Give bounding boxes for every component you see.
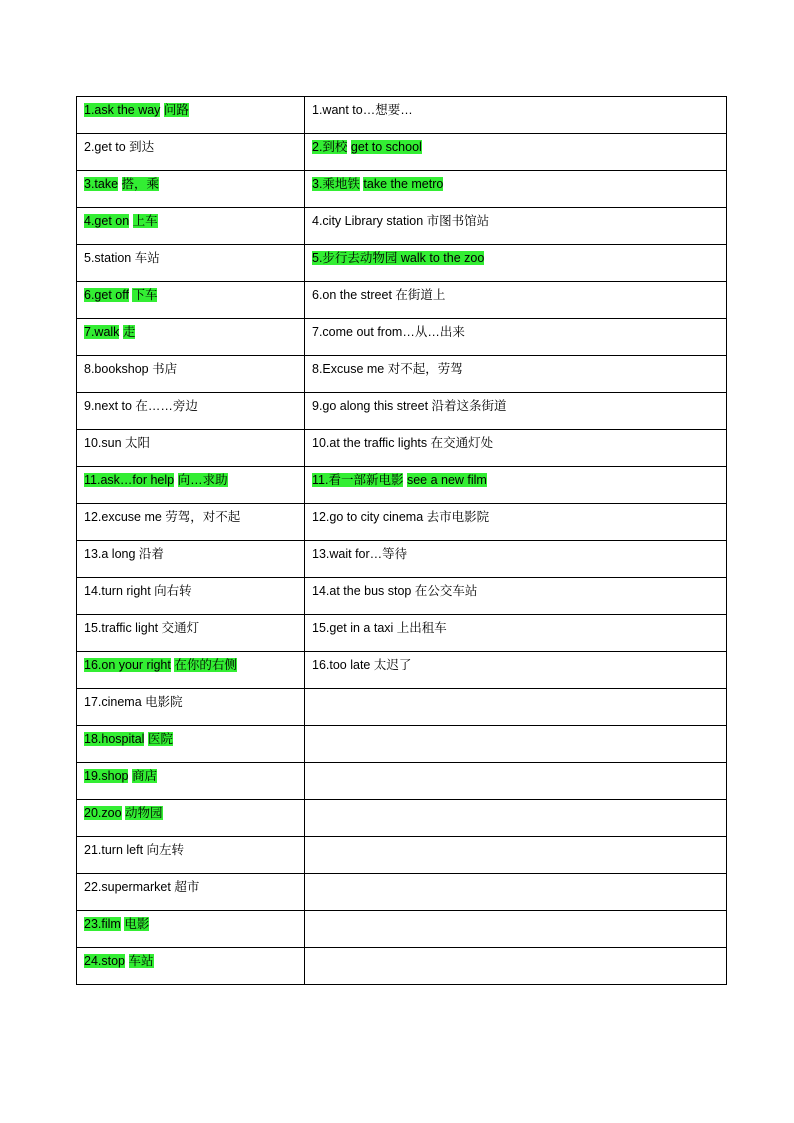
entry-text: 21.turn left 向左转	[84, 843, 185, 857]
table-row	[77, 171, 727, 208]
vocab-cell-right	[305, 615, 727, 652]
cell-text	[84, 134, 304, 155]
vocab-cell-left	[77, 393, 305, 430]
highlighted-text: 11.ask…for help	[84, 473, 175, 487]
cell-text	[312, 430, 726, 451]
entry-text: 8.bookshop 书店	[84, 362, 178, 376]
table-row	[77, 578, 727, 615]
highlighted-text: see a new film	[406, 473, 487, 487]
cell-text	[312, 874, 726, 879]
vocab-cell-right	[305, 800, 727, 837]
vocab-cell-left	[77, 689, 305, 726]
vocab-cell-left	[77, 504, 305, 541]
table-row	[77, 911, 727, 948]
table-row	[77, 615, 727, 652]
highlighted-text: 上车	[132, 214, 158, 228]
entry-text: 6.on the street 在街道上	[312, 288, 446, 302]
highlighted-text: 1.ask the way	[84, 103, 161, 117]
vocab-cell-left	[77, 800, 305, 837]
cell-text	[84, 541, 304, 562]
vocab-cell-left	[77, 356, 305, 393]
entry-text: 13.wait for…等待	[312, 547, 408, 561]
vocab-cell-left	[77, 874, 305, 911]
cell-text	[312, 134, 726, 155]
highlighted-text: 2.到校	[312, 140, 348, 154]
cell-text	[84, 208, 304, 229]
vocab-cell-left	[77, 319, 305, 356]
cell-text	[84, 874, 304, 895]
entry-text: 9.next to 在……旁边	[84, 399, 198, 413]
cell-text	[312, 578, 726, 599]
vocab-cell-left	[77, 282, 305, 319]
highlighted-text: take the metro	[363, 177, 444, 191]
highlighted-text: 搭，乘	[121, 177, 160, 191]
cell-text	[84, 837, 304, 858]
highlighted-text: 4.get on	[84, 214, 130, 228]
table-row	[77, 97, 727, 134]
entry-text: 9.go along this street 沿着这条街道	[312, 399, 507, 413]
vocab-cell-right	[305, 208, 727, 245]
entry-text: 13.a long 沿着	[84, 547, 164, 561]
entry-text: 17.cinema 电影院	[84, 695, 183, 709]
table-row	[77, 467, 727, 504]
cell-text	[84, 652, 304, 673]
vocab-cell-left	[77, 467, 305, 504]
vocab-cell-right	[305, 319, 727, 356]
highlighted-text: 24.stop	[84, 954, 126, 968]
vocab-cell-right	[305, 467, 727, 504]
cell-text	[312, 541, 726, 562]
cell-text	[312, 467, 726, 488]
entry-text: 5.station 车站	[84, 251, 160, 265]
table-row	[77, 245, 727, 282]
vocab-cell-left	[77, 726, 305, 763]
cell-text	[312, 763, 726, 768]
highlighted-text: 问路	[163, 103, 189, 117]
table-row	[77, 208, 727, 245]
entry-text: 10.at the traffic lights 在交通灯处	[312, 436, 494, 450]
table-row	[77, 726, 727, 763]
vocab-cell-right	[305, 874, 727, 911]
highlighted-text: 6.get off	[84, 288, 129, 302]
highlighted-text: 20.zoo	[84, 806, 122, 820]
highlighted-text: 下车	[132, 288, 158, 302]
table-row	[77, 319, 727, 356]
vocab-cell-left	[77, 763, 305, 800]
vocab-cell-right	[305, 393, 727, 430]
cell-text	[84, 467, 304, 488]
entry-text: 10.sun 太阳	[84, 436, 151, 450]
table-row	[77, 430, 727, 467]
cell-text	[312, 837, 726, 842]
cell-text	[312, 948, 726, 953]
vocab-cell-right	[305, 911, 727, 948]
vocab-cell-right	[305, 541, 727, 578]
highlighted-text: 11.看一部新电影	[312, 473, 404, 487]
cell-text	[84, 578, 304, 599]
entry-text: 15.traffic light 交通灯	[84, 621, 200, 635]
cell-text	[84, 171, 304, 192]
entry-text	[125, 954, 128, 968]
vocab-cell-right	[305, 689, 727, 726]
vocab-cell-right	[305, 578, 727, 615]
highlighted-text: 19.shop	[84, 769, 129, 783]
vocab-cell-left	[77, 134, 305, 171]
entry-text: 1.want to…想要…	[312, 103, 413, 117]
table-row	[77, 948, 727, 985]
cell-text	[84, 763, 304, 784]
table-row	[77, 763, 727, 800]
table-row	[77, 393, 727, 430]
vocab-cell-left	[77, 911, 305, 948]
cell-text	[312, 97, 726, 118]
cell-text	[312, 319, 726, 340]
table-row	[77, 800, 727, 837]
cell-text	[312, 800, 726, 805]
vocab-cell-right	[305, 356, 727, 393]
highlighted-text: 18.hospital	[84, 732, 145, 746]
highlighted-text: 3.take	[84, 177, 119, 191]
vocab-cell-left	[77, 245, 305, 282]
vocab-cell-right	[305, 134, 727, 171]
table-row	[77, 652, 727, 689]
table-row	[77, 356, 727, 393]
highlighted-text: 16.on your right	[84, 658, 171, 672]
cell-text	[312, 171, 726, 192]
table-row	[77, 282, 727, 319]
entry-text: 12.go to city cinema 去市电影院	[312, 510, 490, 524]
table-row	[77, 837, 727, 874]
highlighted-text: 商店	[131, 769, 157, 783]
vocab-cell-right	[305, 171, 727, 208]
cell-text	[312, 393, 726, 414]
cell-text	[312, 356, 726, 377]
highlighted-text: 在你的右侧	[174, 658, 237, 672]
vocab-cell-left	[77, 578, 305, 615]
highlighted-text: 走	[122, 325, 136, 339]
vocab-cell-left	[77, 837, 305, 874]
vocabulary-table-body	[77, 97, 727, 985]
vocab-cell-left	[77, 615, 305, 652]
cell-text	[84, 689, 304, 710]
vocab-cell-left	[77, 97, 305, 134]
vocab-cell-left	[77, 652, 305, 689]
cell-text	[312, 652, 726, 673]
entry-text: 7.come out from…从…出来	[312, 325, 465, 339]
highlighted-text: 23.film	[84, 917, 121, 931]
table-row	[77, 874, 727, 911]
cell-text	[312, 282, 726, 303]
cell-text	[84, 356, 304, 377]
table-row	[77, 134, 727, 171]
vocab-cell-left	[77, 948, 305, 985]
vocab-cell-right	[305, 504, 727, 541]
entry-text: 4.city Library station 市图书馆站	[312, 214, 490, 228]
vocabulary-table	[76, 96, 727, 985]
vocab-cell-right	[305, 726, 727, 763]
vocab-cell-right	[305, 652, 727, 689]
vocab-cell-left	[77, 208, 305, 245]
table-row	[77, 689, 727, 726]
cell-text	[84, 800, 304, 821]
cell-text	[84, 245, 304, 266]
highlighted-text: 7.walk	[84, 325, 120, 339]
cell-text	[84, 430, 304, 451]
vocab-cell-right	[305, 245, 727, 282]
vocab-cell-right	[305, 97, 727, 134]
vocab-cell-right	[305, 837, 727, 874]
highlighted-text: 车站	[128, 954, 154, 968]
entry-text: 14.at the bus stop 在公交车站	[312, 584, 478, 598]
cell-text	[84, 726, 304, 747]
cell-text	[84, 948, 304, 969]
cell-text	[84, 504, 304, 525]
cell-text	[84, 393, 304, 414]
cell-text	[84, 319, 304, 340]
highlighted-text: 电影	[124, 917, 150, 931]
entry-text: 22.supermarket 超市	[84, 880, 200, 894]
cell-text	[84, 97, 304, 118]
entry-text: 16.too late 太迟了	[312, 658, 412, 672]
highlighted-text: get to school	[350, 140, 422, 154]
cell-text	[312, 726, 726, 731]
vocab-cell-left	[77, 171, 305, 208]
cell-text	[84, 911, 304, 932]
table-row	[77, 541, 727, 578]
entry-text: 14.turn right 向右转	[84, 584, 192, 598]
vocab-cell-right	[305, 763, 727, 800]
vocab-cell-right	[305, 948, 727, 985]
entry-text: 2.get to 到达	[84, 140, 155, 154]
entry-text: 15.get in a taxi 上出租车	[312, 621, 447, 635]
vocab-cell-right	[305, 430, 727, 467]
cell-text	[312, 504, 726, 525]
cell-text	[84, 615, 304, 636]
highlighted-text: 向…求助	[177, 473, 228, 487]
highlighted-text: 5.步行去动物园 walk to the zoo	[312, 251, 485, 265]
cell-text	[312, 689, 726, 694]
entry-text: 8.Excuse me 对不起，劳驾	[312, 362, 463, 376]
cell-text	[84, 282, 304, 303]
table-row	[77, 504, 727, 541]
entry-text: 12.excuse me 劳驾，对不起	[84, 510, 241, 524]
highlighted-text: 3.乘地铁	[312, 177, 360, 191]
cell-text	[312, 911, 726, 916]
vocab-cell-left	[77, 541, 305, 578]
highlighted-text: 医院	[147, 732, 173, 746]
vocab-cell-right	[305, 282, 727, 319]
cell-text	[312, 615, 726, 636]
highlighted-text: 动物园	[125, 806, 163, 820]
vocab-cell-left	[77, 430, 305, 467]
cell-text	[312, 208, 726, 229]
cell-text	[312, 245, 726, 266]
